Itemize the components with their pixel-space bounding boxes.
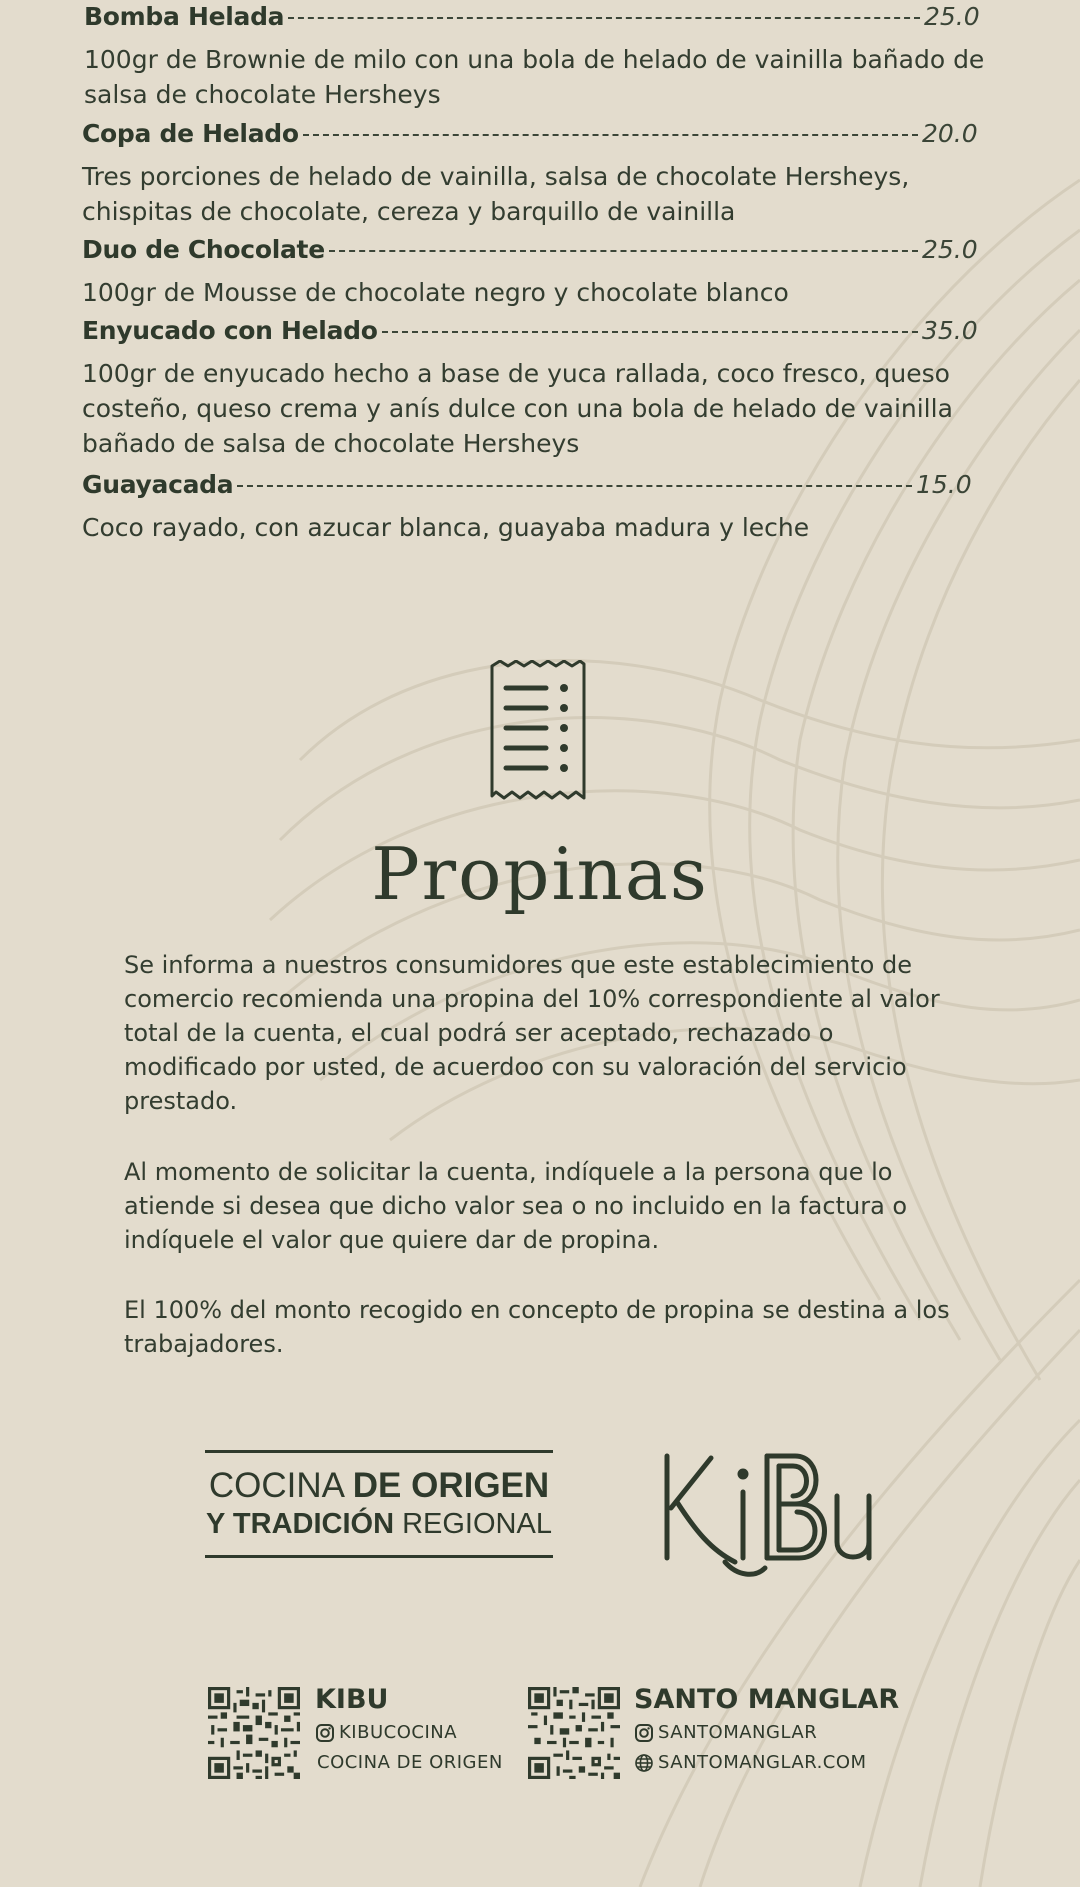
- menu-item-price: 25.0: [922, 235, 978, 264]
- tagline-block: [205, 1450, 553, 1558]
- tips-paragraph: Se informa a nuestros consumidores que este establecimiento de comercio recomienda una propina del 10% correspondiente al valor total de la cuenta, el cual podrá ser aceptado, rechazado o modificado por usted, de acuerdoo con su valoración del servicio prestado.: [124, 951, 940, 1115]
- menu-item-description: Tres porciones de helado de vainilla, salsa de chocolate Hersheys, chispitas de chocolate, cereza y barquillo de vainilla: [82, 162, 910, 226]
- contact-brand-name: KIBU: [315, 1684, 389, 1715]
- menu-item-description: 100gr de enyucado hecho a base de yuca rallada, coco fresco, queso costeño, queso crema y anís dulce con una bola de helado de vainilla bañado de salsa de chocolate Hersheys: [82, 359, 953, 458]
- dot-leader: [237, 485, 912, 487]
- santo-manglar-website-link[interactable]: [634, 1752, 867, 1773]
- menu-item: [82, 470, 1002, 545]
- menu-item: [82, 316, 982, 461]
- santo-manglar-instagram-link[interactable]: [634, 1722, 817, 1743]
- dot-leader: [329, 250, 918, 252]
- menu-item-description: 100gr de Mousse de chocolate negro y chocolate blanco: [82, 278, 789, 307]
- tagline-text: COCINA: [208, 1466, 353, 1505]
- menu-item-name: Duo de Chocolate: [82, 235, 325, 264]
- menu-item-name: Copa de Helado: [82, 119, 299, 148]
- instagram-icon: [634, 1723, 654, 1743]
- globe-icon: [634, 1753, 654, 1773]
- tagline-text-bold: DE ORIGEN: [352, 1466, 550, 1505]
- website-url: SANTOMANGLAR.COM: [658, 1752, 867, 1773]
- instagram-icon: [315, 1723, 335, 1743]
- tagline-text: REGIONAL: [402, 1508, 552, 1540]
- menu-item-description: 100gr de Brownie de milo con una bola de helado de vainilla bañado de salsa de chocolate Hersheys: [84, 45, 985, 109]
- instagram-handle: SANTOMANGLAR: [658, 1722, 818, 1743]
- menu-item-price: 25.0: [924, 2, 980, 31]
- menu-item: [82, 119, 1002, 229]
- tips-paragraph: El 100% del monto recogido en concepto de propina se destina a los trabajadores.: [124, 1296, 950, 1358]
- receipt-icon: [488, 660, 588, 805]
- contact-tagline: COCINA DE ORIGEN: [317, 1752, 503, 1773]
- menu-item-name: Enyucado con Helado: [82, 316, 378, 345]
- santo-manglar-qr-code[interactable]: [528, 1687, 620, 1779]
- tagline-text-bold: Y TRADICIÓN: [206, 1508, 403, 1540]
- menu-item-name: Guayacada: [82, 470, 234, 499]
- kibu-qr-code[interactable]: [208, 1687, 300, 1779]
- instagram-handle: KIBUCOCINA: [339, 1722, 458, 1743]
- menu-item-price: 15.0: [916, 470, 972, 499]
- menu-item-price: 35.0: [922, 316, 978, 345]
- dot-leader: [303, 134, 918, 136]
- tips-paragraph: Al momento de solicitar la cuenta, indíquele a la persona que lo atiende si desea que dicho valor sea o no incluido en la factura o indíquele el valor que quiere dar de propina.: [124, 1158, 908, 1254]
- dot-leader: [288, 17, 920, 19]
- kibu-logo: [655, 1450, 885, 1580]
- section-title: Propinas: [371, 832, 709, 916]
- dot-leader: [382, 331, 918, 333]
- menu-item: [84, 2, 1004, 112]
- kibu-instagram-link[interactable]: [315, 1722, 457, 1743]
- menu-item-name: Bomba Helada: [84, 2, 285, 31]
- menu-item-price: 20.0: [922, 119, 978, 148]
- menu-item-description: Coco rayado, con azucar blanca, guayaba madura y leche: [82, 513, 810, 542]
- contact-brand-name: SANTO MANGLAR: [634, 1684, 900, 1715]
- menu-item: [82, 235, 1002, 310]
